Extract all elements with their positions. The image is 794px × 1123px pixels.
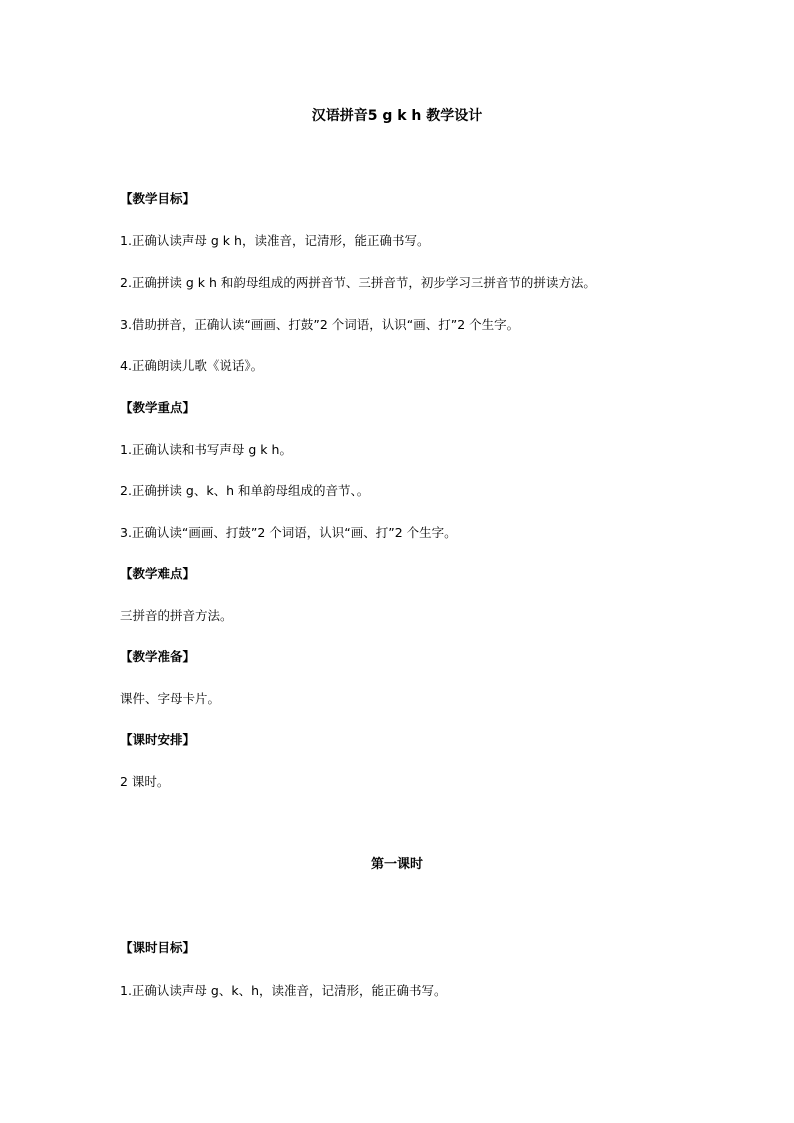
objective-item-2: 2.正确拼读 g k h 和韵母组成的两拼音节、三拼音节，初步学习三拼音节的拼读方法。 <box>120 275 596 290</box>
schedule-item-1: 2 课时。 <box>120 774 170 789</box>
document-title: 汉语拼音5 g k h 教学设计 <box>311 108 483 124</box>
section-heading-objectives: 【教学目标】 <box>120 191 196 206</box>
section-heading-lesson-objectives: 【课时目标】 <box>120 940 196 955</box>
section-heading-schedule: 【课时安排】 <box>120 732 196 747</box>
preparation-item-1: 课件、字母卡片。 <box>120 691 221 706</box>
key-point-item-3: 3.正确认读“画画、打鼓”2 个词语，认识“画、打”2 个生字。 <box>120 525 457 540</box>
section-heading-key-points: 【教学重点】 <box>120 400 196 415</box>
lesson-1-title: 第一课时 <box>370 857 423 872</box>
objective-item-4: 4.正确朗读儿歌《说话》。 <box>120 358 264 373</box>
section-heading-difficulties: 【教学难点】 <box>120 566 196 581</box>
lesson-objective-item-1: 1.正确认读声母 g、k、h，读准音，记清形，能正确书写。 <box>120 983 447 998</box>
key-point-item-2: 2.正确拼读 g、k、h 和单韵母组成的音节、。 <box>120 483 370 498</box>
difficulty-item-1: 三拼音的拼音方法。 <box>120 608 233 623</box>
key-point-item-1: 1.正确认读和书写声母 g k h。 <box>120 442 292 457</box>
objective-item-1: 1.正确认读声母 g k h，读准音，记清形，能正确书写。 <box>120 233 430 248</box>
objective-item-3: 3.借助拼音，正确认读“画画、打鼓”2 个词语，认识“画、打”2 个生字。 <box>120 317 520 332</box>
section-heading-preparation: 【教学准备】 <box>120 649 196 664</box>
